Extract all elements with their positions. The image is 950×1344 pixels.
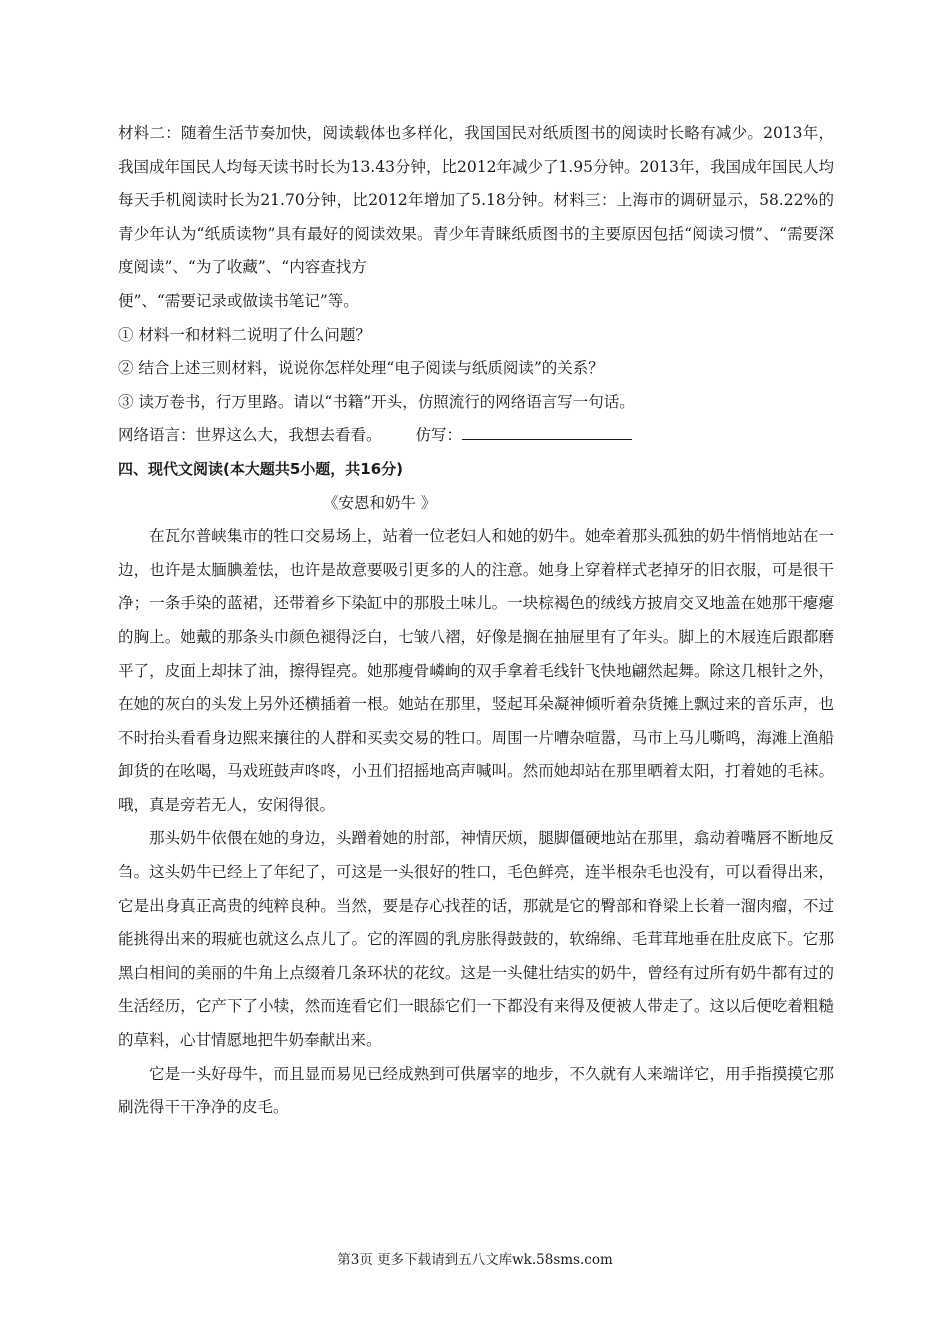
material-two-paragraph: 材料二：随着生活节奏加快，阅读载体也多样化，我国国民对纸质图书的阅读时长略有减少。2013年，我国成年国民人均每天读书时长为13.43分钟，比2012年减少了1.95分钟。2013年，我国成年国民人均每天手机阅读时长为21.70分钟，比2012年增加了5.18分钟。材料三：上海市的调研显示，58.22%的青少年认为“纸质读物”具有最好的阅读效果。青少年青睐纸质图书的主要原因包括“阅读习惯”、“需要深度阅读”、“为了收藏”、“内容查找方 xyxy=(118,124,834,277)
story-paragraph-3: 它是一头好母牛，而且显而易见已经成熟到可供屠宰的地步，不久就有人来端详它，用手指摸摸它那刷洗得干干净净的皮毛。 xyxy=(118,1064,834,1117)
question-2: ② 结合上述三则材料，说说你怎样处理“电子阅读与纸质阅读”的关系？ xyxy=(118,359,604,378)
story-title: 《安恩和奶牛 》 xyxy=(323,493,437,512)
story-paragraph-1: 在瓦尔普峡集市的牲口交易场上，站着一位老妇人和她的奶牛。她牵着那头孤独的奶牛悄悄地站在一边，也许是太腼腆羞怯，也许是故意要吸引更多的人的注意。她身上穿着样式老掉牙的旧衣服，可是很干净；一条手染的蓝裙，还带着乡下染缸中的那股土味儿。一块棕褐色的绒线方披肩交叉地盖在她那干瘪瘪的胸上。她戴的那条头巾颜色褪得泛白，七皱八褶，好像是搁在抽屉里有了年头。脚上的木屐连后跟都磨平了，皮面上却抹了油，擦得锃亮。她那瘦骨嶙峋的双手拿着毛线针飞快地翩然起舞。除这几根针之外，在她的灰白的头发上另外还横插着一根。她站在那里，竖起耳朵凝神倾听着杂货摊上飘过来的音乐声，也不时抬头看看身边熙来攘往的人群和买卖交易的牲口。周围一片嘈杂喧嚣，马市上马儿嘶鸣，海滩上渔船卸货的在吆喝，马戏班鼓声咚咚，小丑们招摇地高声喊叫。然而她却站在那里晒着太阳，打着她的毛袜。哦，真是旁若无人，安闲得很。 xyxy=(118,527,834,814)
page-footer: 第3页 更多下载请到五八文库wk.58sms.com xyxy=(337,1252,613,1268)
imitation-line xyxy=(118,419,834,453)
answer-blank-line xyxy=(462,421,632,440)
material-three-ending: 便”、“需要记录或做读书笔记”等。 xyxy=(118,291,359,310)
network-language-example: 网络语言：世界这么大，我想去看看。 xyxy=(118,426,382,445)
section-heading: 四、现代文阅读(本大题共5小题，共16分) xyxy=(118,459,404,478)
question-3: ③ 读万卷书，行万里路。请以“书籍”开头，仿照流行的网络语言写一句话。 xyxy=(118,392,635,411)
page-content xyxy=(118,117,834,1125)
story-paragraph-2: 那头奶牛依偎在她的身边，头蹭着她的肘部，神情厌烦，腿脚僵硬地站在那里，翕动着嘴唇不断地反刍。这头奶牛已经上了年纪了，可这是一头很好的牲口，毛色鲜亮，连半根杂毛也没有，可以看得出来，它是出身真正高贵的纯粹良种。当然，要是存心找茬的话，那就是它的臀部和脊梁上长着一溜肉瘤，不过能挑得出来的瑕疵也就这么点儿了。它的浑圆的乳房胀得鼓鼓的，软绵绵、毛茸茸地垂在肚皮底下。它那黑白相间的美丽的牛角上点缀着几条环状的花纹。这是一头健壮结实的奶牛，曾经有过所有奶牛都有过的生活经历，它产下了小犊，然而连看它们一眼舔它们一下都没有来得及便被人带走了。这以后便吃着粗糙的草料，心甘情愿地把牛奶奉献出来。 xyxy=(118,829,834,1050)
imitate-label: 仿写： xyxy=(415,426,463,445)
question-1: ① 材料一和材料二说明了什么问题？ xyxy=(118,325,371,344)
